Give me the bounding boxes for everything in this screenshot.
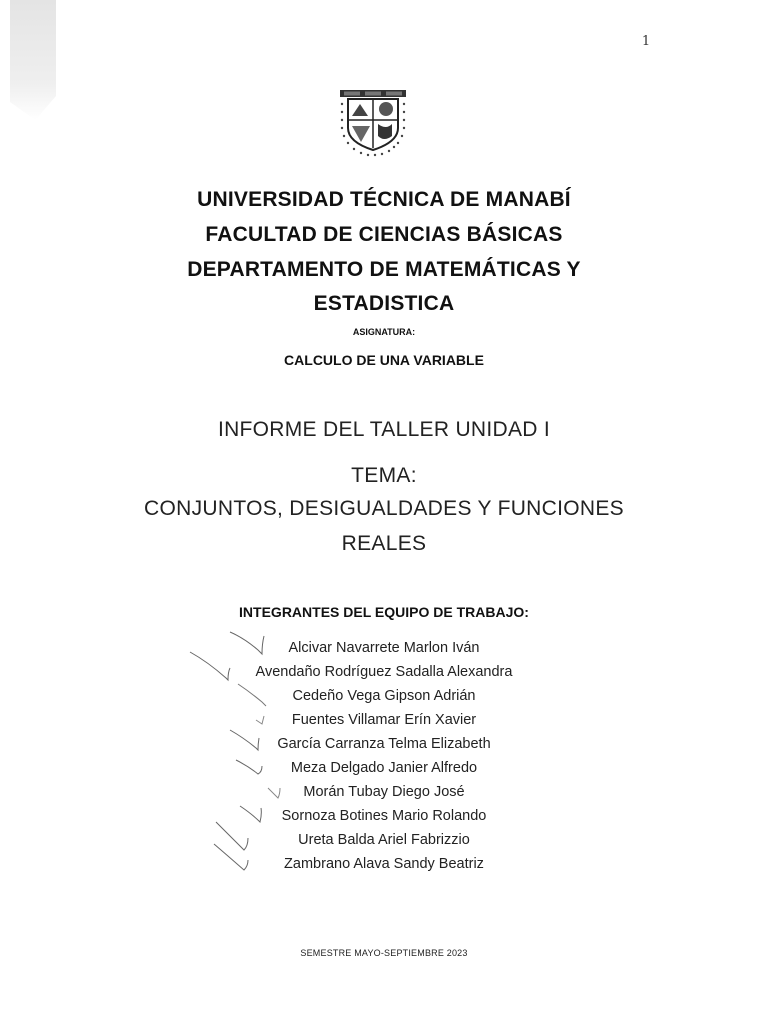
member-item: Morán Tubay Diego José xyxy=(303,784,465,800)
semester-footer: SEMESTRE MAYO-SEPTIEMBRE 2023 xyxy=(300,948,468,958)
page-number: 1 xyxy=(641,34,651,49)
topic-line-2: REALES xyxy=(341,532,427,555)
member-item: Alcivar Navarrete Marlon Iván xyxy=(288,640,480,656)
member-item: Avendaño Rodríguez Sadalla Alexandra xyxy=(255,664,513,680)
report-title: INFORME DEL TALLER UNIDAD I xyxy=(217,418,551,441)
member-item: Meza Delgado Janier Alfredo xyxy=(290,760,478,776)
member-item: Cedeño Vega Gipson Adrián xyxy=(292,688,476,704)
member-item: García Carranza Telma Elizabeth xyxy=(277,736,491,752)
subject-label: ASIGNATURA: xyxy=(352,327,416,337)
topic-label: TEMA: xyxy=(351,464,417,487)
department-line-2: ESTADISTICA xyxy=(313,292,455,315)
handwritten-check-icon xyxy=(188,646,248,686)
department-line-1: DEPARTAMENTO DE MATEMÁTICAS Y xyxy=(187,258,581,281)
member-item: Sornoza Botines Mario Rolando xyxy=(281,808,487,824)
university-name: UNIVERSIDAD TÉCNICA DE MANABÍ xyxy=(197,188,571,211)
faculty-name: FACULTAD DE CIENCIAS BÁSICAS xyxy=(205,223,563,246)
scan-binding-shadow xyxy=(10,0,56,120)
member-item: Ureta Balda Ariel Fabrizzio xyxy=(298,832,470,848)
member-item: Zambrano Alava Sandy Beatriz xyxy=(284,856,484,872)
member-item: Fuentes Villamar Erín Xavier xyxy=(291,712,477,728)
topic-line-1: CONJUNTOS, DESIGUALDADES Y FUNCIONES xyxy=(144,497,624,520)
university-crest-icon xyxy=(334,86,412,160)
handwritten-check-icon xyxy=(212,840,272,880)
subject-name: CALCULO DE UNA VARIABLE xyxy=(284,352,484,368)
team-heading: INTEGRANTES DEL EQUIPO DE TRABAJO: xyxy=(239,604,529,620)
